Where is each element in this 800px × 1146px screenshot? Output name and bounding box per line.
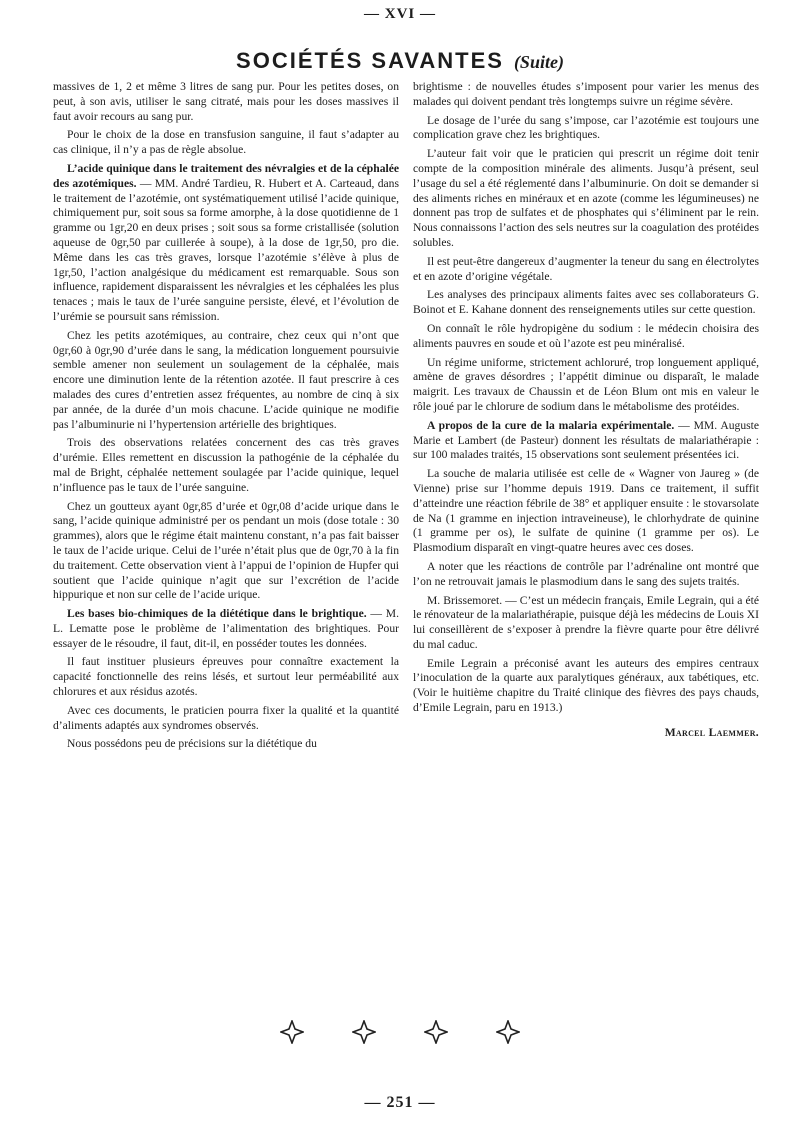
paragraph: A propos de la cure de la malaria expérimentale. — MM. Auguste Marie et Lambert (de Pasteur) donnent les résultats de malariathérapie : sur 100 malades traités, 15 observations sont seulement présentées ici. xyxy=(413,418,759,462)
paragraph: Il est peut-être dangereux d’augmenter la teneur du sang en électrolytes et en azote d’origine végétale. xyxy=(413,254,759,283)
paragraph: Pour le choix de la dose en transfusion sanguine, il faut s’adapter au cas clinique, il n’y a pas de règle absolue. xyxy=(53,128,399,157)
article-heading: L’acide quinique dans le traitement des névralgies et de la céphalée des azotémiques. xyxy=(53,161,399,190)
paragraph: Trois des observations relatées concernent des cas très graves d’urémie. Elles remettent en discussion la pathogénie de la céphalée du mal de Bright, céphalée nettement soulagée par l’acide quinique, lequel n’influence pas le taux de l’urée sanguine. xyxy=(53,436,399,494)
article-heading: Les bases bio-chimiques de la diététique dans le brightique. xyxy=(67,607,367,621)
paragraph: Chez un goutteux ayant 0gr,85 d’urée et 0gr,08 d’acide urique dans le sang, l’acide quinique administré per os pendant un mois (dose totale : 30 grammes), alors que le régime était maintenu constant, n’a pas fait baisser le taux de l’acide urique. Celui de l’urée n’était plus que de 0gr,70 à la fin du traitement. Cette observation vient à l’appui de l’opinion de Hupfer qui soutient que l’acide quinique n’agit que sur l’excrétion de l’acide hippurique et non sur celle de l’acide urique. xyxy=(53,499,399,602)
paragraph: Chez les petits azotémiques, au contraire, chez ceux qui n’ont que 0gr,60 à 0gr,90 d’urée dans le sang, la médication longuement poursuivie semble amener non seulement un soulagement de la céphalée, mais encore une diminution lente de la rétention azotée. Il faut prescrire à ces malades des cures d’entretien assez fréquentes, au nombre de cinq à six par année, de la durée d’un mois chacune. L’acide quinique ne modifie pas l’albuminurie ni l’hypertension artérielle des brightiques. xyxy=(53,328,399,431)
paragraph: Les bases bio-chimiques de la diététique dans le brightique. — M. L. Lematte pose le problème de l’alimentation des brightiques. Pour essayer de le résoudre, il faut, dit-il, en posséder toutes les données. xyxy=(53,607,399,650)
running-page-number: — XVI — xyxy=(363,6,436,22)
right-column xyxy=(413,80,759,745)
paragraph: brightisme : de nouvelles études s’imposent pour varier les menus des malades qui doivent pendant très longtemps suivre un régime sévère. xyxy=(413,80,759,108)
paragraph: Nous possédons peu de précisions sur la diététique du xyxy=(67,737,317,751)
paragraph: Emile Legrain a préconisé avant les auteurs des empires centraux l’inoculation de la quarte aux paralytiques généraux, aux tabétiques, etc. (Voir le huitième chapitre du Traité clinique des fièvres des pays chauds, d’Emile Legrain, paru en 1913.) xyxy=(413,656,759,715)
paragraph: La souche de malaria utilisée est celle de « Wagner von Jaureg » (de Vienne) prise sur l’homme depuis 1919. Dans ce traitement, il suffit d’atteindre une réaction fébrile de 38° et appliquer ensuite : le stovarsolate de Na (1 gramme en injection intraveineuse), le chlorhydrate de quinine (1 gramme per os), le sulfate de quinine (1 gramme per os). Le Plasmodium disparaît en vingt-quatre heures avec ces doses. xyxy=(413,467,759,555)
section-heading xyxy=(0,46,800,79)
article-heading: A propos de la cure de la malaria expérimentale. xyxy=(427,418,675,432)
ornament-star-icon xyxy=(280,1020,304,1044)
paragraph: Un régime uniforme, strictement achloruré, trop longuement appliqué, amène de graves désordres ; l’appétit diminue ou disparaît, le malade maigrit. Les travaux de Chaussin et de Léon Blum ont mis en valeur le rôle joué par le chlorure de sodium dans le métabolisme des protéides. xyxy=(413,355,759,413)
paragraph: Le dosage de l’urée du sang s’impose, car l’azotémie est toujours une complication grave chez les brightiques. xyxy=(413,113,759,142)
paragraph: M. Brissemoret. — C’est un médecin français, Emile Legrain, qui a été le rénovateur de la malariathérapie, puisque déjà les médecins de Louis XI lui conseillèrent de s’exposer à prendre la fièvre quarte pour être délivré du mal caduc. xyxy=(413,593,759,651)
left-column xyxy=(53,80,399,756)
paragraph: L’acide quinique dans le traitement des névralgies et de la céphalée des azotémiques. — MM. André Tardieu, R. Hubert et A. Carteaud, dans le traitement de l’azotémie, ont systématiquement utilisé l’acide quinique, chimiquement pur, soit sous sa forme amorphe, à la dose quotidienne de 1 gramme ou 1gr,20 en deux prises ; soit sous sa forme cristallisée (solution aqueuse de 0gr,50 par cuillerée à soupe), à la dose de 1gr,50, pro die. Même dans les cas très graves, lorsque l’azotémie s’élève à plus de 1gr,50, l’action analgésique du médicament est remarquable. Sous son influence, rapidement disparaissent les névralgies et les céphalées les plus tenaces ; mais le taux de l’urée sanguine persiste, élevé, et l’évolution de l’urémie se poursuit sans rémission. xyxy=(53,161,399,323)
section-title: SOCIÉTÉS SAVANTES xyxy=(236,48,504,73)
paragraph: Avec ces documents, le praticien pourra fixer la qualité et la quantité d’aliments adaptés aux syndromes observés. xyxy=(53,703,399,732)
author-signature: Marcel Laemmer. xyxy=(664,725,759,739)
ornament-star-icon xyxy=(424,1020,448,1044)
paragraph: On connaît le rôle hydropigène du sodium : le médecin choisira des aliments pauvres en soude et où l’azote est peu minéralisé. xyxy=(413,321,759,350)
ornament-star-icon xyxy=(496,1020,520,1044)
paragraph: L’auteur fait voir que le praticien qui prescrit un régime doit tenir compte de la composition minérale des aliments. Jusqu’à présent, seul l’usage du sel a été réglementé dans l’albuminurie. On doit se demander si des aliments riches en minéraux et en azote (comme les légumineuses) ne donnent pas trop de sulfates et de phosphates qui s’éliminent par le rein. Nous connaissons l’action des sels neutres sur la coagulation des protéides solubles. xyxy=(413,147,759,249)
paragraph: Il faut instituer plusieurs épreuves pour connaître exactement la capacité fonctionnelle des reins lésés, et surtout leur perméabilité aux chlorures et aux résidus azotés. xyxy=(53,655,399,699)
section-title-suffix: (Suite) xyxy=(513,52,564,72)
ornament-row xyxy=(280,1018,520,1046)
ornament-star-icon xyxy=(352,1020,376,1044)
paragraph: A noter que les réactions de contrôle par l’adrénaline ont montré que l’on ne retrouvait jamais le plasmodium dans le sang des sujets traités. xyxy=(413,559,759,588)
paragraph: Les analyses des principaux aliments faites avec ses collaborateurs G. Boinot et E. Kahane donnent des renseignements utiles sur cette question. xyxy=(413,288,759,317)
paragraph: massives de 1, 2 et même 3 litres de sang pur. Pour les petites doses, on peut, à son avis, utiliser le sang citraté, mais pour les doses massives il faut avoir recours au sang pur. xyxy=(53,80,399,123)
page-number: — 251 — xyxy=(364,1094,436,1111)
